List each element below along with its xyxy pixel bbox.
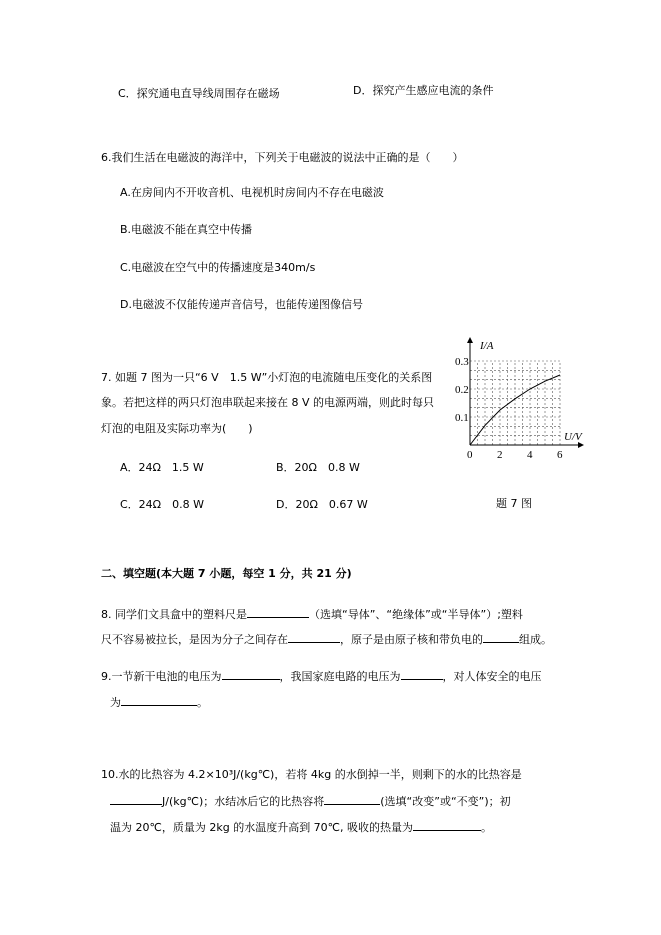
q10-line3 bbox=[110, 820, 492, 835]
y-tick-label: 0.1 bbox=[455, 412, 469, 424]
q9-blank-1[interactable] bbox=[222, 669, 280, 680]
q10-line2 bbox=[110, 794, 511, 809]
q10-text-2: J/(kg℃)；水结冰后它的比热容将 bbox=[162, 795, 325, 808]
q9-text-4: 为 bbox=[110, 696, 121, 709]
q9-text-2: ，我国家庭电路的电压为 bbox=[279, 670, 401, 683]
q9-blank-3[interactable] bbox=[121, 695, 197, 706]
y-axis-arrow bbox=[467, 337, 473, 343]
q6-option-b: B.电磁波不能在真空中传播 bbox=[120, 223, 253, 236]
iu-curve bbox=[470, 375, 560, 445]
section-2-heading: 二、填空题(本大题 7 小题，每空 1 分，共 21 分) bbox=[101, 567, 352, 580]
y-tick-label: 0.3 bbox=[455, 356, 469, 368]
q8-blank-2[interactable] bbox=[288, 632, 340, 643]
q8-blank-3[interactable] bbox=[483, 632, 519, 643]
y-tick-label: 0.2 bbox=[455, 384, 469, 396]
q6-option-c: C.电磁波在空气中的传播速度是340m/s bbox=[120, 261, 316, 274]
x-tick-label: 6 bbox=[557, 449, 563, 460]
q9-line2 bbox=[110, 695, 208, 710]
q5-option-c: C．探究通电直导线周围存在磁场 bbox=[118, 87, 280, 100]
q8-text-5: 组成。 bbox=[519, 633, 552, 646]
q10-text-1: 10.水的比热容为 4.2×10³J/(kg℃)，若将 4kg 的水倒掉一半，则剩下的水的比热容是 bbox=[101, 768, 522, 781]
q7-stem-line1: 7. 如题 7 图为一只“6 V 1.5 W”小灯泡的电流随电压变化的关系图 bbox=[101, 371, 433, 384]
q8-text-1: 8. 同学们文具盒中的塑料尺是 bbox=[101, 608, 247, 621]
q7-stem-line2: 象。若把这样的两只灯泡串联起来接在 8 V 的电源两端，则此时每只 bbox=[101, 396, 435, 409]
q10-blank-1[interactable] bbox=[110, 794, 162, 805]
iu-graph bbox=[448, 335, 598, 460]
q8-text-3: 尺不容易被拉长，是因为分子之间存在 bbox=[101, 633, 288, 646]
q10-blank-3[interactable] bbox=[413, 820, 481, 831]
q7-option-c: C．24Ω 0.8 W bbox=[120, 498, 204, 511]
q5-option-d: D．探究产生感应电流的条件 bbox=[353, 84, 494, 97]
q10-blank-2[interactable] bbox=[324, 794, 380, 805]
q7-option-b: B．20Ω 0.8 W bbox=[276, 461, 360, 474]
y-axis-label: I/A bbox=[480, 340, 494, 352]
q6-stem: 6.我们生活在电磁波的海洋中，下列关于电磁波的说法中正确的是（ ） bbox=[101, 151, 464, 164]
x-tick-label: 0 bbox=[467, 449, 473, 460]
x-axis-label: U/V bbox=[564, 431, 582, 443]
q8-blank-1[interactable] bbox=[247, 607, 309, 618]
q9-text-5: 。 bbox=[197, 696, 208, 709]
q7-option-a: A．24Ω 1.5 W bbox=[120, 461, 204, 474]
figure-7-caption: 题 7 图 bbox=[496, 497, 532, 510]
q8-line2 bbox=[101, 632, 552, 647]
x-tick-label: 4 bbox=[527, 449, 533, 460]
q6-option-a: A.在房间内不开收音机、电视机时房间内不存在电磁波 bbox=[120, 186, 384, 199]
q7-stem-line3: 灯泡的电阻及实际功率为( ) bbox=[101, 422, 253, 435]
q10-text-4: 温为 20℃，质量为 2kg 的水温度升高到 70℃, 吸收的热量为 bbox=[110, 821, 414, 834]
q9-line1 bbox=[101, 669, 542, 684]
q9-text-3: ，对人体安全的电压 bbox=[442, 670, 542, 683]
q9-blank-2[interactable] bbox=[401, 669, 443, 680]
q7-option-d: D．20Ω 0.67 W bbox=[276, 498, 368, 511]
q10-text-3: (选填“改变”或“不变”)；初 bbox=[380, 795, 511, 808]
q8-text-2: （选填“导体”、“绝缘体”或“半导体”）;塑料 bbox=[309, 608, 523, 621]
q6-option-d: D.电磁波不仅能传递声音信号，也能传递图像信号 bbox=[120, 298, 363, 311]
q10-text-5: 。 bbox=[481, 821, 493, 834]
q8-line1 bbox=[101, 607, 523, 622]
x-tick-label: 2 bbox=[497, 449, 503, 460]
q9-text-1: 9.一节新干电池的电压为 bbox=[101, 670, 222, 683]
q8-text-4: ，原子是由原子核和带负电的 bbox=[340, 633, 483, 646]
q10-line1 bbox=[101, 768, 522, 782]
